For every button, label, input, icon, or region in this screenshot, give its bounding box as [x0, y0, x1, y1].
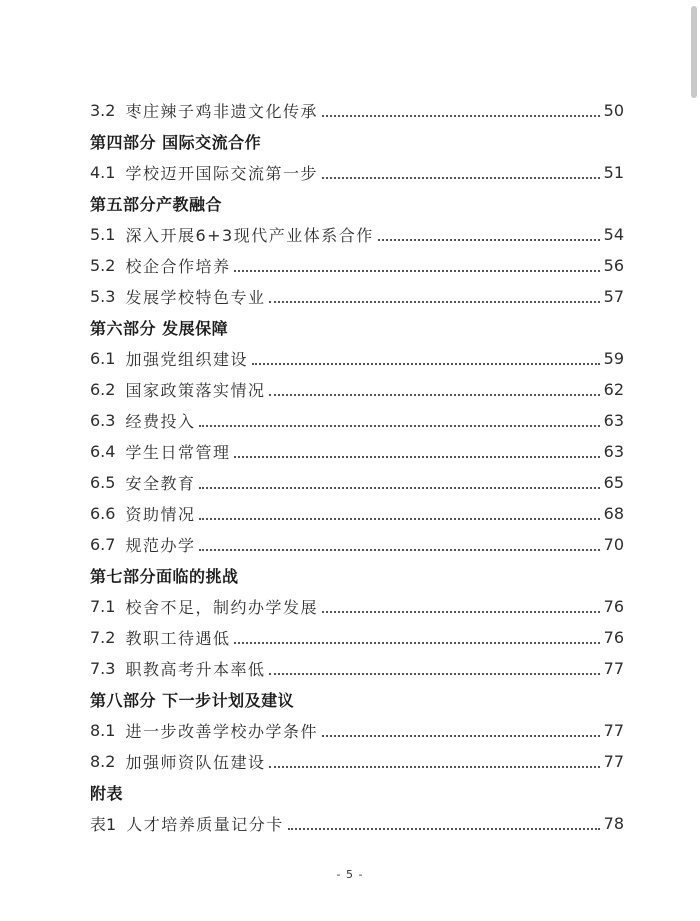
toc-entry-number: 5.1 — [90, 225, 116, 244]
toc-entry-title: 加强师资队伍建设 — [125, 753, 266, 772]
toc-entry[interactable] — [90, 157, 624, 188]
toc-section-heading[interactable]: 附表 — [90, 784, 124, 803]
toc-entry-title: 进一步改善学校办学条件 — [125, 722, 318, 741]
dot-leader — [322, 176, 600, 179]
toc-entry[interactable] — [90, 374, 624, 405]
toc-entry-page: 50 — [603, 101, 624, 120]
toc-entry-title: 职教高考升本率低 — [125, 660, 266, 679]
toc-entry-number: 6.6 — [90, 504, 116, 523]
toc-entry-number: 6.7 — [90, 535, 116, 554]
toc-entry-number: 6.5 — [90, 473, 116, 492]
toc-entry-number: 7.2 — [90, 628, 116, 647]
toc-entry-page: 56 — [603, 256, 624, 275]
toc-entry-number: 3.2 — [90, 101, 116, 120]
toc-entry-page: 63 — [603, 411, 624, 430]
toc-section-heading[interactable]: 第四部分 国际交流合作 — [90, 133, 262, 152]
toc-entry-page: 63 — [603, 442, 624, 461]
toc-entry-page: 77 — [603, 659, 624, 678]
toc-section-heading[interactable]: 第六部分 发展保障 — [90, 319, 229, 338]
toc-entry-page: 77 — [603, 721, 624, 740]
toc-entry-title: 经费投入 — [125, 412, 196, 431]
dot-leader — [322, 610, 600, 613]
toc-entry-number: 6.3 — [90, 411, 116, 430]
toc-entry[interactable] — [90, 250, 624, 281]
toc-entry-number: 表1 — [90, 815, 117, 834]
toc-entry-number: 8.1 — [90, 721, 116, 740]
toc-entry-number: 6.4 — [90, 442, 116, 461]
toc-section-heading[interactable]: 第七部分面临的挑战 — [90, 567, 239, 586]
dot-leader — [234, 455, 600, 458]
toc-entry-number: 6.1 — [90, 349, 116, 368]
toc-entry-title: 深入开展6+3现代产业体系合作 — [125, 226, 374, 245]
toc-entry[interactable] — [90, 467, 624, 498]
toc-entry[interactable] — [90, 219, 624, 250]
dot-leader — [322, 114, 600, 117]
toc-entry[interactable] — [90, 746, 624, 777]
toc-entry[interactable] — [90, 436, 624, 467]
toc-entry-page: 65 — [603, 473, 624, 492]
toc-entry-page: 51 — [603, 163, 624, 182]
toc-entry-number: 6.2 — [90, 380, 116, 399]
toc-entry[interactable] — [90, 653, 624, 684]
toc-entry-page: 57 — [603, 287, 624, 306]
dot-leader — [234, 641, 600, 644]
toc-entry-page: 70 — [603, 535, 624, 554]
toc-entry-title: 教职工待遇低 — [125, 629, 231, 648]
dot-leader — [269, 765, 600, 768]
dot-leader — [378, 238, 600, 241]
toc-entry-title: 规范办学 — [125, 536, 196, 555]
scrollbar-thumb[interactable] — [691, 6, 697, 98]
dot-leader — [199, 424, 600, 427]
toc-section-heading[interactable]: 第八部分 下一步计划及建议 — [90, 691, 295, 710]
dot-leader — [288, 827, 600, 830]
toc-entry-title: 加强党组织建设 — [125, 350, 248, 369]
toc-entry-page: 54 — [603, 225, 624, 244]
toc-entry-number: 5.3 — [90, 287, 116, 306]
toc-entry-title: 安全教育 — [125, 474, 196, 493]
vertical-scrollbar[interactable] — [688, 0, 698, 921]
dot-leader — [199, 548, 600, 551]
toc-entry[interactable] — [90, 529, 624, 560]
toc-entry-page: 78 — [603, 814, 624, 833]
dot-leader — [269, 300, 600, 303]
dot-leader — [199, 517, 600, 520]
dot-leader — [234, 269, 600, 272]
dot-leader — [269, 672, 600, 675]
toc-entry-number: 7.3 — [90, 659, 116, 678]
toc-entry-page: 62 — [603, 380, 624, 399]
toc-entry[interactable] — [90, 622, 624, 653]
toc-entry-title: 人才培养质量记分卡 — [126, 815, 284, 834]
table-of-contents — [90, 95, 624, 839]
dot-leader — [199, 486, 600, 489]
toc-entry-number: 5.2 — [90, 256, 116, 275]
toc-entry-page: 76 — [603, 628, 624, 647]
toc-entry-page: 68 — [603, 504, 624, 523]
dot-leader — [252, 362, 600, 365]
toc-entry-title: 资助情况 — [125, 505, 196, 524]
toc-entry[interactable] — [90, 95, 624, 126]
toc-entry-number: 4.1 — [90, 163, 116, 182]
toc-entry[interactable] — [90, 591, 624, 622]
toc-entry[interactable] — [90, 281, 624, 312]
toc-entry-title: 国家政策落实情况 — [125, 381, 266, 400]
toc-entry-title: 学生日常管理 — [125, 443, 231, 462]
toc-entry-number: 8.2 — [90, 752, 116, 771]
toc-entry-title: 校舍不足，制约办学发展 — [125, 598, 318, 617]
toc-entry[interactable] — [90, 808, 624, 839]
toc-entry-title: 发展学校特色专业 — [125, 288, 266, 307]
toc-entry-page: 77 — [603, 752, 624, 771]
toc-entry[interactable] — [90, 343, 624, 374]
dot-leader — [269, 393, 600, 396]
toc-entry-page: 76 — [603, 597, 624, 616]
toc-entry[interactable] — [90, 405, 624, 436]
toc-entry-title: 校企合作培养 — [125, 257, 231, 276]
toc-section-heading[interactable]: 第五部分产教融合 — [90, 195, 223, 214]
toc-entry-number: 7.1 — [90, 597, 116, 616]
toc-entry[interactable] — [90, 498, 624, 529]
page-number: - 5 - — [336, 868, 364, 881]
toc-entry-title: 学校迈开国际交流第一步 — [125, 164, 318, 183]
dot-leader — [322, 734, 600, 737]
toc-entry[interactable] — [90, 715, 624, 746]
toc-entry-page: 59 — [603, 349, 624, 368]
toc-entry-title: 枣庄辣子鸡非遗文化传承 — [125, 102, 318, 121]
